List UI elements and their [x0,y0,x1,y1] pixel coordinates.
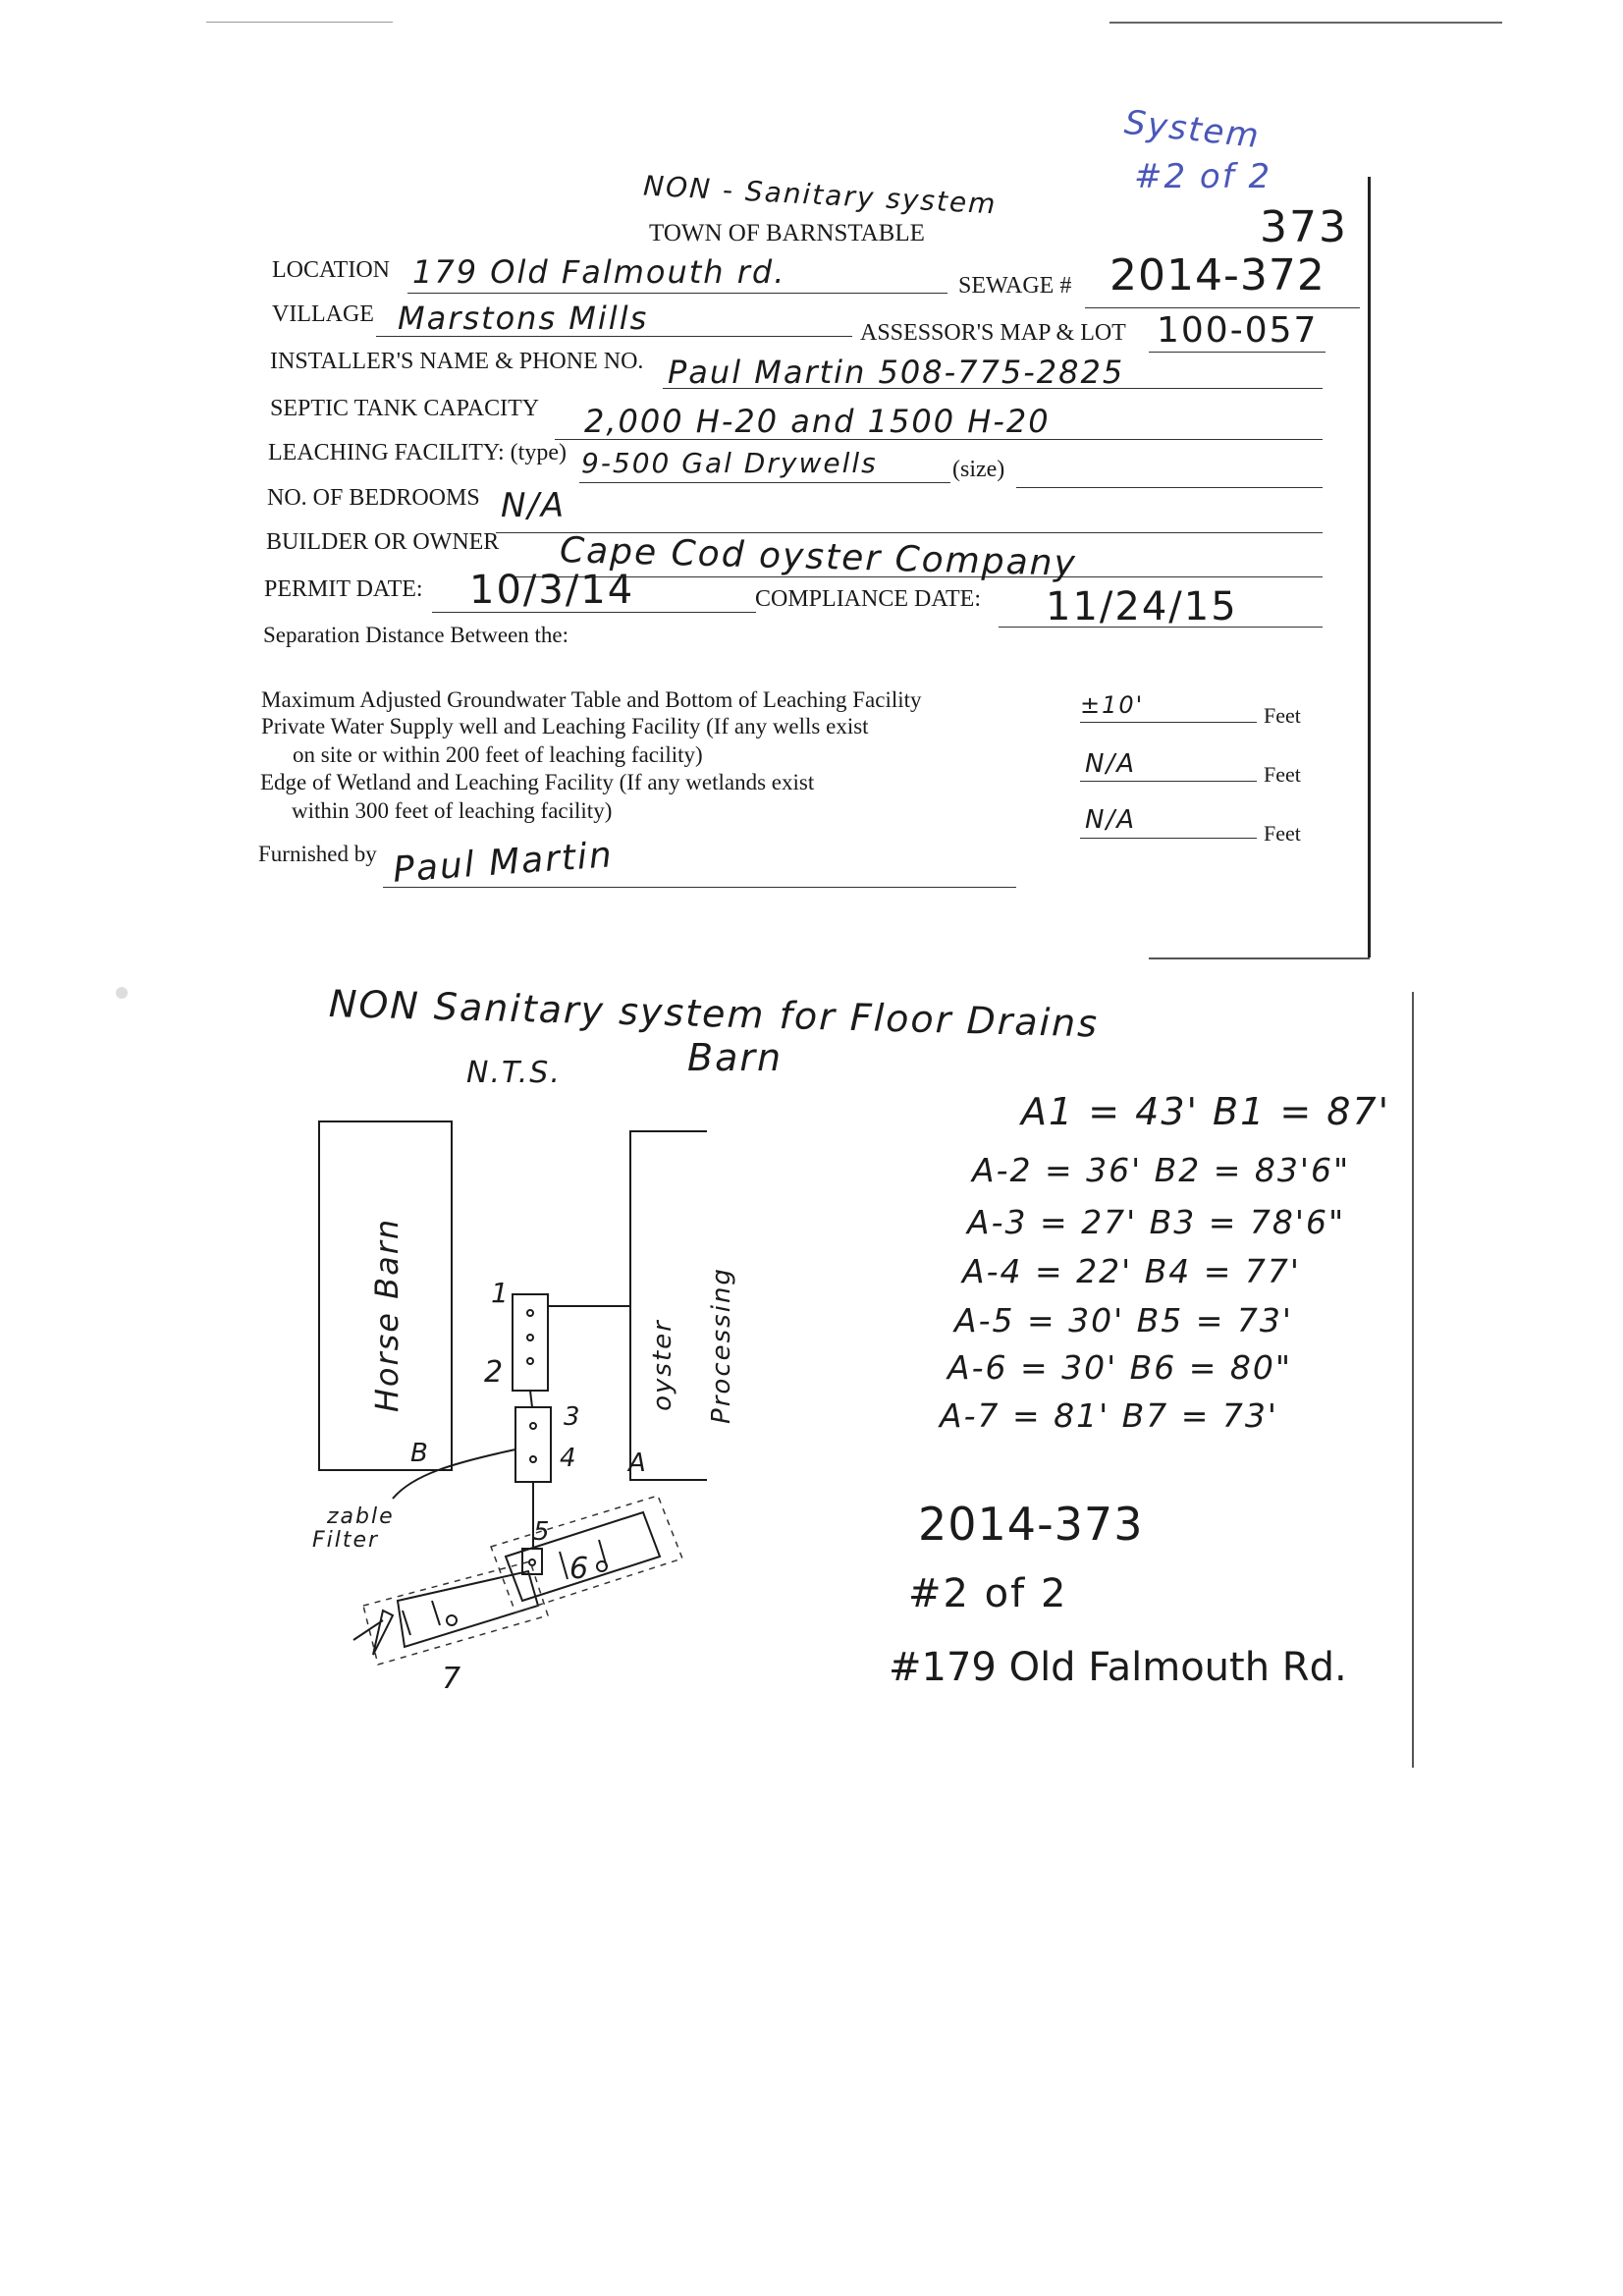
filter-label: Filter [312,1528,380,1553]
village-label: VILLAGE [272,301,374,327]
field-label-7: 7 [442,1662,463,1696]
processing-label: Processing [706,1267,736,1424]
oyster-processing-rect [630,1131,707,1480]
tank-label-4: 4 [560,1444,578,1473]
scan-edge-top [206,22,393,23]
owner-label: BUILDER OR OWNER [266,529,500,555]
tank-label-2: 2 [484,1355,506,1390]
system-note: System [1122,102,1263,157]
sewage-line [1085,307,1360,308]
assessor-line [1149,352,1325,353]
separation-label: Separation Distance Between the: [263,623,569,647]
signature: Paul Martin [391,835,616,891]
size-label: (size) [952,457,1005,482]
distance-row-6: A-6 = 30' B6 = 80" [947,1348,1293,1387]
sewage-value: 2014-372 [1109,250,1325,301]
village-value: Marstons Mills [398,300,649,337]
distance-row-1: A1 = 43' B1 = 87' [1021,1090,1391,1133]
ref-address: #179 Old Falmouth Rd. [889,1645,1347,1690]
form-title-hand: NON - Sanitary system [642,169,999,221]
bedrooms-value: N/A [501,486,567,525]
distance-row-5: A-5 = 30' B5 = 73' [954,1301,1293,1339]
sep2-line [1080,781,1257,782]
field-label-6: 6 [569,1552,591,1586]
bedrooms-label: NO. OF BEDROOMS [267,485,480,511]
scan-edge-top-right [1109,22,1502,24]
tank-label-5: 5 [533,1517,552,1547]
leaching-value: 9-500 Gal Drywells [581,447,878,479]
zable-label: zable [327,1504,395,1529]
sep1-feet: Feet [1264,703,1301,728]
sketch-barn: Barn [687,1036,784,1079]
owner-value: Cape Cod oyster Company [559,530,1078,584]
system-count-note: #2 of 2 [1134,157,1272,196]
sewage-label: SEWAGE # [958,273,1072,299]
filter-box [522,1549,542,1574]
septic-label: SEPTIC TANK CAPACITY [270,396,540,421]
card-right-edge [1368,177,1371,957]
compliance-value: 11/24/15 [1046,584,1238,629]
leaching-label: LEACHING FACILITY: (type) [268,440,567,465]
horse-barn-b: B [410,1439,430,1468]
sketch-right-edge [1412,992,1414,1768]
horse-barn-label: Horse Barn [368,1217,406,1413]
site-sketch [295,1110,707,1738]
town-title: TOWN OF BARNSTABLE [649,220,925,246]
sep3-text-2: within 300 feet of leaching facility) [292,798,613,823]
sep1-text: Maximum Adjusted Groundwater Table and Bottom of Leaching Facility [261,687,922,712]
tank-3-4 [515,1407,551,1482]
tank-label-1: 1 [491,1277,511,1309]
sketch-nts: N.T.S. [466,1056,562,1090]
sketch-title: NON Sanitary system for Floor Drains [328,982,1100,1046]
sep2-text-2: on site or within 200 feet of leaching facility) [293,742,703,767]
ref-count: #2 of 2 [908,1571,1068,1616]
sep2-text-1: Private Water Supply well and Leaching Facility (If any wells exist [261,714,869,738]
sep3-value: N/A [1085,805,1136,835]
tank-label-3: 3 [564,1402,582,1432]
sep3-text-1: Edge of Wetland and Leaching Facility (If any wetlands exist [260,770,815,794]
card-bottom-edge [1149,957,1370,959]
distance-row-2: A-2 = 36' B2 = 83'6" [972,1151,1351,1189]
permit-value: 10/3/14 [469,568,635,613]
processing-a: A [628,1449,648,1478]
scan-speck [116,987,128,999]
sep3-feet: Feet [1264,821,1301,846]
furnished-line [383,887,1016,888]
leaching-line [579,482,950,483]
leach-field-7 [398,1571,538,1647]
location-line [407,293,947,294]
sep2-value: N/A [1085,749,1136,779]
sep3-line [1080,838,1257,839]
ref-number: 2014-373 [918,1498,1144,1551]
compliance-label: COMPLIANCE DATE: [755,586,982,612]
sep1-line [1080,722,1257,723]
oyster-label: oyster [647,1319,677,1411]
assessor-value: 100-057 [1157,310,1319,351]
distance-row-4: A-4 = 22' B4 = 77' [962,1252,1301,1290]
sep2-feet: Feet [1264,762,1301,787]
location-value: 179 Old Falmouth rd. [412,253,786,291]
location-label: LOCATION [272,257,390,283]
permit-label: PERMIT DATE: [264,576,423,602]
assessor-label: ASSESSOR'S MAP & LOT [860,320,1126,346]
furnished-label: Furnished by [258,842,377,866]
tank-1-2 [513,1294,548,1391]
distance-row-3: A-3 = 27' B3 = 78'6" [967,1203,1346,1241]
installer-label: INSTALLER'S NAME & PHONE NO. [270,349,644,374]
sep1-value: ±10' [1080,691,1145,719]
sewage-number-overwrite: 373 [1260,202,1348,252]
installer-value: Paul Martin 508-775-2825 [668,354,1125,391]
distance-row-7: A-7 = 81' B7 = 73' [940,1396,1278,1435]
size-line [1016,487,1323,488]
septic-value: 2,000 H-20 and 1500 H-20 [584,403,1051,440]
